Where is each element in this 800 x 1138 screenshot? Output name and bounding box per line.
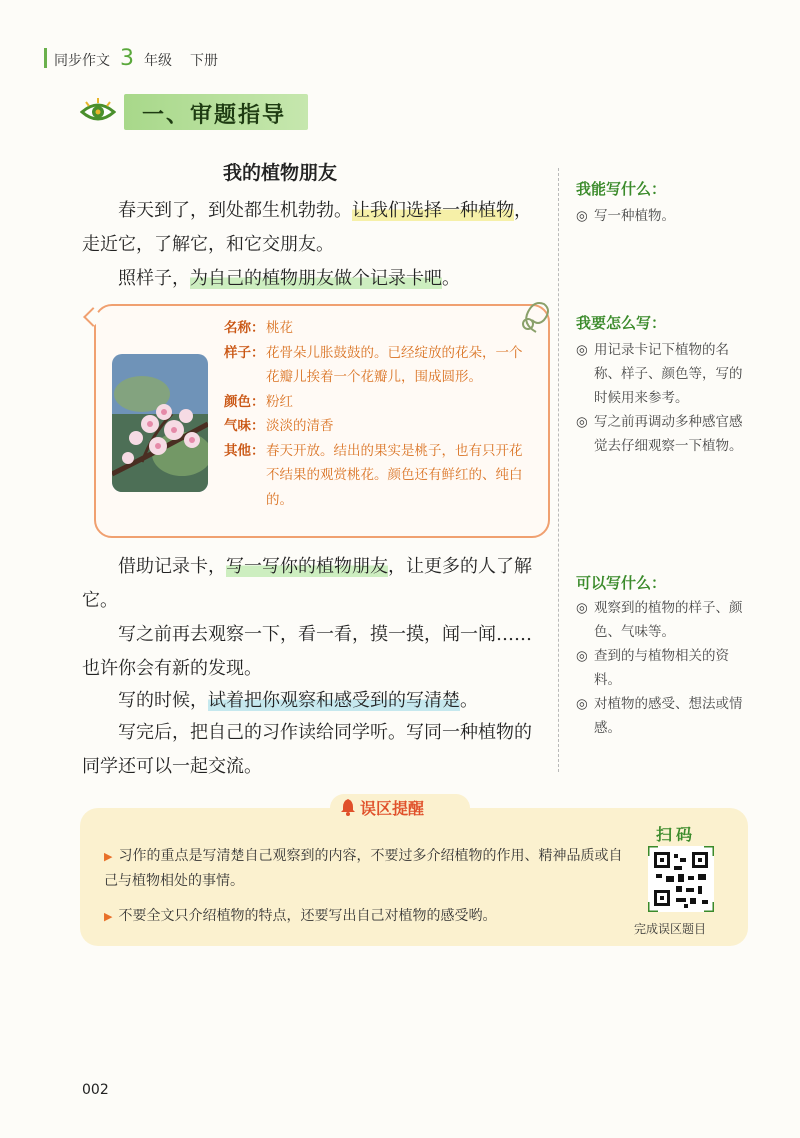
card-row-smell bbox=[224, 414, 534, 439]
list-item bbox=[576, 204, 756, 228]
list-item bbox=[576, 410, 754, 458]
p5-text-end: 。 bbox=[460, 690, 478, 711]
p3-text: 借助记录卡， bbox=[118, 556, 226, 577]
card-value-name: 桃花 bbox=[266, 320, 293, 336]
bullet-marker: ◎ bbox=[576, 600, 588, 616]
sidebar-list-how bbox=[576, 338, 754, 458]
qr-caption: 完成误区题目 bbox=[634, 922, 707, 936]
paragraph-3 bbox=[82, 550, 544, 618]
sidebar-heading-content: 可以写什么： bbox=[576, 574, 667, 592]
qr-code[interactable] bbox=[648, 846, 714, 912]
header-accent-bar bbox=[44, 48, 47, 68]
card-row-name bbox=[224, 316, 534, 341]
list-item bbox=[576, 596, 754, 644]
volume-label: 下册 bbox=[190, 53, 218, 69]
bullet-marker: ◎ bbox=[576, 342, 588, 358]
bell-icon bbox=[340, 798, 356, 816]
paragraph-2 bbox=[82, 262, 544, 296]
card-value-other: 春天开放。结出的果实是桃子，也有只开花不结果的观赏桃花。颜色还有鲜红的、纯白的。 bbox=[266, 442, 523, 508]
triangle-bullet-icon: ▶ bbox=[104, 910, 113, 923]
running-header bbox=[54, 46, 218, 71]
card-row-other bbox=[224, 439, 534, 513]
card-row-look bbox=[224, 341, 534, 390]
tips-title: 误区提醒 bbox=[360, 799, 425, 818]
card-key-smell: 气味： bbox=[224, 418, 265, 434]
card-key-other: 其他： bbox=[224, 442, 265, 459]
paragraph-1 bbox=[82, 194, 544, 262]
grade-label: 年级 bbox=[144, 53, 172, 69]
list-item-text: 写之前再调动多种感官感觉去仔细观察一下植物。 bbox=[594, 414, 743, 454]
book-title: 同步作文 bbox=[54, 53, 110, 69]
card-key-name: 名称： bbox=[224, 320, 265, 336]
card-key-look: 样子： bbox=[224, 344, 265, 361]
list-item-text: 用记录卡记下植物的名称、样子、颜色等，写的时候用来参考。 bbox=[594, 342, 743, 406]
list-item bbox=[576, 644, 754, 692]
p2-text-end: 。 bbox=[442, 268, 460, 289]
sidebar-list-content bbox=[576, 596, 754, 740]
qr-label: 扫码 bbox=[656, 825, 697, 844]
list-item-text: 对植物的感受、想法或情感。 bbox=[594, 696, 743, 736]
bullet-marker: ◎ bbox=[576, 696, 588, 712]
card-value-smell: 淡淡的清香 bbox=[266, 418, 334, 434]
section-banner bbox=[124, 94, 308, 130]
card-row-color bbox=[224, 390, 534, 415]
paragraph-6: 写完后，把自己的习作读给同学听。写同一种植物的同学还可以一起交流。 bbox=[82, 722, 532, 777]
p3-highlight: 写一写你的植物朋友 bbox=[226, 556, 388, 577]
tip-item-1 bbox=[104, 844, 624, 893]
sidebar-heading-what: 我能写什么： bbox=[576, 180, 667, 198]
sidebar-list-what bbox=[576, 204, 756, 228]
card-value-color: 粉红 bbox=[266, 393, 293, 410]
paragraph-5 bbox=[82, 684, 544, 718]
paragraph-4: 写之前再去观察一下，看一看，摸一摸，闻一闻……也许你会有新的发现。 bbox=[82, 624, 532, 679]
essay-title: 我的植物朋友 bbox=[222, 162, 337, 184]
tip-text: 不要全文只介绍植物的特点，还要写出自己对植物的感受哟。 bbox=[118, 908, 497, 924]
peach-blossom-photo bbox=[112, 354, 208, 492]
list-item bbox=[576, 692, 754, 740]
p1-highlight: 让我们选择一种植 bbox=[352, 200, 496, 221]
bullet-marker: ◎ bbox=[576, 648, 588, 664]
p1-text-end: ，走近它，了解它，和它交朋友。 bbox=[82, 200, 532, 255]
p2-text: 照样子， bbox=[118, 268, 190, 289]
card-value-look: 花骨朵儿胀鼓鼓的。已经绽放的花朵，一个花瓣儿挨着一个花瓣儿，围成圆形。 bbox=[266, 344, 523, 385]
grade-number: 3 bbox=[120, 46, 134, 71]
sidebar-heading-how: 我要怎么写： bbox=[576, 314, 667, 332]
list-item bbox=[576, 338, 754, 410]
tip-item-2 bbox=[104, 904, 624, 929]
record-card-content bbox=[224, 316, 534, 512]
list-item-text: 查到的与植物相关的资料。 bbox=[594, 648, 729, 688]
bullet-marker: ◎ bbox=[576, 208, 588, 224]
tip-text: 习作的重点是写清楚自己观察到的内容，不要过多介绍植物的作用、精神品质或自己与植物相处的事情。 bbox=[104, 848, 623, 889]
column-divider bbox=[558, 168, 559, 772]
section-title: 一、审题指导 bbox=[142, 103, 287, 128]
eye-icon bbox=[80, 98, 116, 126]
page-number: 002 bbox=[82, 1082, 109, 1098]
p2-highlight: 为自己的植物朋友做个记录卡吧 bbox=[190, 268, 442, 289]
list-item-text: 写一种植物。 bbox=[594, 208, 675, 224]
p1-highlight-end: 物 bbox=[496, 200, 514, 221]
list-item-text: 观察到的植物的样子、颜色、气味等。 bbox=[594, 600, 743, 640]
p3-text-end: ，让更多的人了解它。 bbox=[82, 556, 532, 611]
triangle-bullet-icon: ▶ bbox=[104, 850, 113, 863]
p1-text: 春天到了，到处都生机勃勃。 bbox=[118, 200, 352, 221]
bullet-marker: ◎ bbox=[576, 414, 588, 430]
p5-highlight: 试着把你观察和感受到的写清楚 bbox=[208, 690, 460, 711]
card-key-color: 颜色： bbox=[224, 393, 265, 410]
p5-text: 写的时候， bbox=[118, 690, 208, 711]
